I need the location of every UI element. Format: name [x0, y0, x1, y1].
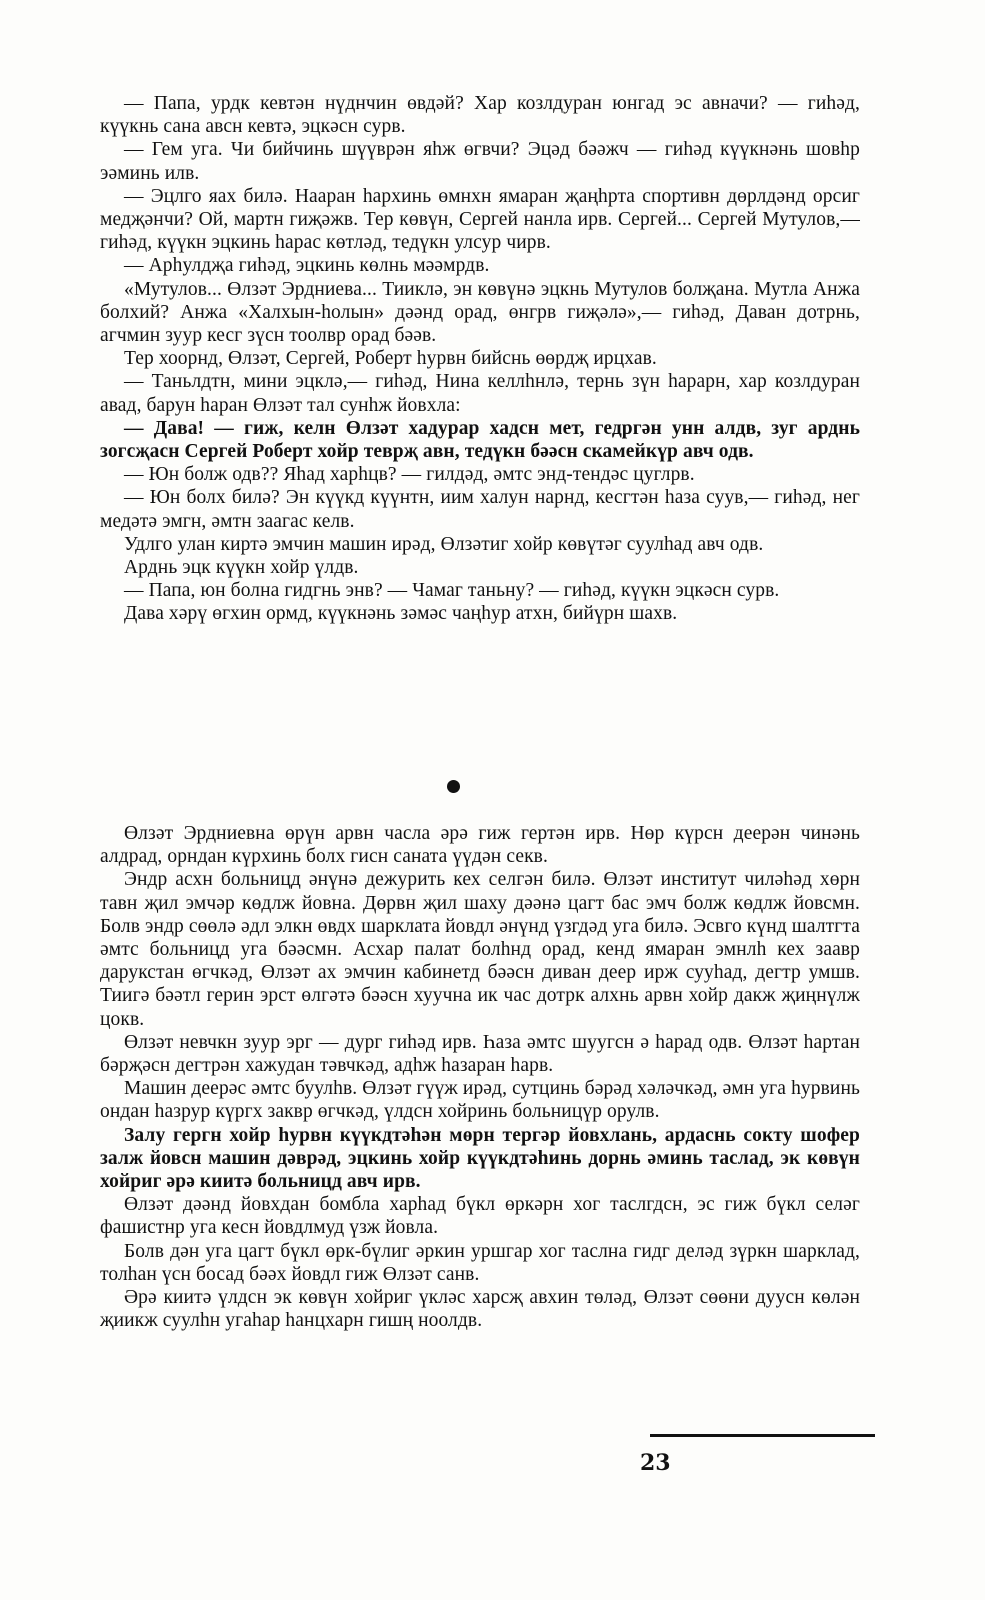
paragraph: «Мутулов... Өлзәт Эрдниева... Тииклә, эн көвүнә эцкнь Мутулов болҗана. Мутла Анжа болхий? Анжа «Халхын-һолын» дәәнд орад, өнгрв гиҗәлә»,— гиһәд, Даван дотрнь, агчмин зуур кесг зүсн тоолвр орад бәәв.	[100, 278, 860, 347]
paragraph: Өлзәт Эрдниевна өрүн арвн часла әрә гиж гертән ирв. Нөр күрсн деерән чинәнь алдрад, орндан күрхинь болх гисн саната үүдән секв.	[100, 823, 860, 868]
paragraph: — Эцлго яах билә. Нааран һархинь өмнхн ямаран җаңһрта спортивн дөрлдәнд орсиг медҗәнчи? Ой, мартн гиҗәжв. Тер көвүн, Сергей нанла ирв. Сергей... Сергей Мутулов,— гиһәд, күүкн эцкинь һарас көтләд, тедүкн улсур чирв.	[100, 185, 860, 254]
paragraph: — Гем уга. Чи бийчинь шүүврән яһж өгвчи? Эцәд бәәжч — гиһәд күүкнәнь шовһр эәминь илв.	[100, 139, 860, 184]
paragraph: Залу гергн хойр һурвн күүкдтәһән мөрн тергәр йовхлань, ардаснь сокту шофер залж йовсн машин дәврәд, эцкинь хойр күүкдтәһинь дорнь әминь таслад, эк көвүн хойриг әрә киитә больницд авч ирв.	[100, 1124, 860, 1193]
paragraph: — Юн болж одв?? Яһад харһцв? — гилдәд, әмтс энд-тендәс цуглрв.	[124, 464, 695, 486]
paragraph: — Таньлдтн, мини эцклә,— гиһәд, Нина келлһнлә, тернь зүн һарарн, хар козлдуран авад, барун һаран Өлзәт тал сунһж йовхла:	[100, 371, 860, 416]
paragraph: Дава хәрү өгхин ормд, күүкнәнь зәмәс чаңһур атхн, бийүрн шахв.	[124, 603, 678, 625]
paragraph: — Юн болх билә? Эн күүкд күүнтн, иим халун нарнд, кесгтән һаза суув,— гиһәд, нег медәтә эмгн, әмтн заагас келв.	[100, 487, 860, 532]
paragraph: — Папа, юн болна гидгнь энв? — Чамаг таньну? — гиһәд, күүкн эцкәсн сурв.	[124, 580, 780, 602]
paragraph: — Дава! — гиж, келн Өлзәт хадурар хадсн мет, гедргән унн алдв, зуг арднь зогсҗасн Сергей Роберт хойр теврҗ авн, тедүкн бәәсн скамейкүр авч одв.	[100, 417, 860, 463]
paragraph: Болв дән уга цагт бүкл өрк-бүлиг әркин уршгар хог таслна гидг деләд зүркн шарклад, толһан үсн босад бәәх йовдл гиж Өлзәт санв.	[100, 1240, 860, 1285]
paragraph: Эндр асхн больницд әнүнә дежурить кех селгән билә. Өлзәт институт чиләһәд хөрн тавн җил эмчәр көдлж йовна. Дөрвн җил шаху дәәнә цагт бас эмч болж көдлж йовсмн. Болв эндр сөөлә әдл элкн өвдх шарклата йовдл әнүнд үзгдәд уга билә. Эсвго күнд шалтгта әмтс больницд уга бәәсмн. Асхар палат болһнд орад, кенд ямаран эмнлһ кех заавр дарукстан өгчкәд, Өлзәт ах эмчин кабинетд бәәсн диван деер ирж сууһад, дегтр умшв. Тиигә бәәтл герин эрст өлгәтә бәәсн хуучна ик час дотрк алхнь арвн хойр дакж җиңнүлж цокв.	[100, 869, 860, 1030]
footer-rule	[650, 1434, 875, 1437]
section-break-dot	[447, 780, 460, 793]
paragraph: Әрә киитә үлдсн эк көвүн хойриг үкләс харсҗ авхин төләд, Өлзәт сөөни дуусн көлән җиикж суулһн угаһар һанцхарн гишң ноолдв.	[100, 1287, 860, 1332]
text-section-two	[100, 822, 860, 1332]
paragraph: Арднь эцк күүкн хойр үлдв.	[124, 557, 359, 579]
paragraph: — Папа, урдк кевтән нүднчин өвдәй? Хар козлдуран юнгад эс авначи? — гиһәд, күүкнь сана авсн кевтә, эцкәсн сурв.	[100, 93, 860, 138]
page-number: 23	[640, 1450, 671, 1476]
paragraph: Машин деерәс әмтс буулһв. Өлзәт гүүж ирәд, сутцинь бәрәд хәләчкәд, әмн уга һурвинь ондан һазрур күргх заквр өгчкәд, үлдсн хойринь больницүр орулв.	[100, 1078, 860, 1123]
paragraph: — Арһулдҗа гиһәд, эцкинь көлнь мәәмрдв.	[124, 255, 490, 277]
paragraph: Тер хоорнд, Өлзәт, Сергей, Роберт һурвн бийснь өөрдҗ ирцхав.	[124, 348, 657, 370]
paragraph: Өлзәт дәәнд йовхдан бомбла харһад бүкл өркәрн хог таслгдсн, эс гиж бүкл селәг фашистнр уга кесн йовдлмуд үзж йовла.	[100, 1194, 860, 1239]
paragraph: Өлзәт невчкн зуур эрг — дург гиһәд ирв. Һаза әмтс шуугсн ә һарад одв. Өлзәт һартан бәрҗәсн дегтрән хажудан тәвчкәд, адһж һазаран һарв.	[100, 1031, 860, 1077]
text-section-one	[100, 92, 860, 626]
paragraph: Удлго улан киртә эмчин машин ирәд, Өлзәтиг хойр көвүтәг суулһад авч одв.	[124, 533, 764, 555]
